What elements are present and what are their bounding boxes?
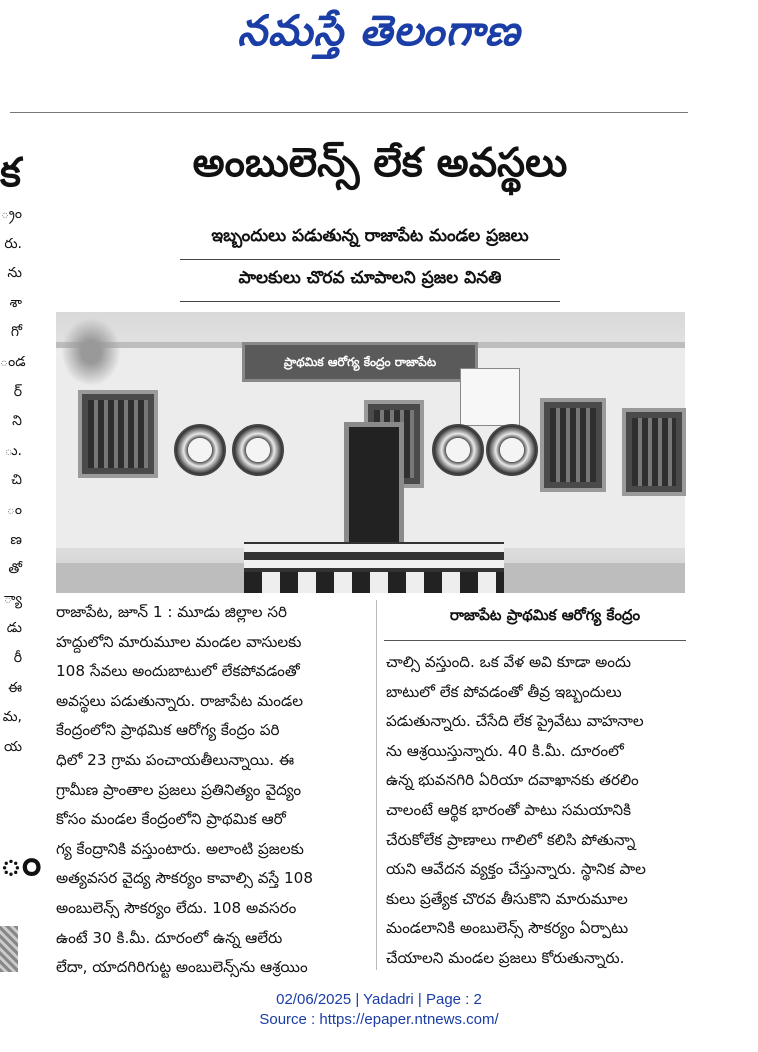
photo-tree [56, 312, 126, 392]
article-text-line: కులు ప్రత్యేక చొరవ తీసుకొని మారుమూల [386, 889, 628, 908]
article-text-line: చేయాలని మండల ప్రజలు కోరుతున్నారు. [386, 948, 625, 967]
article-text-line: ను ఆశ్రయిస్తున్నారు. 40 కి.మీ. దూరంలో [386, 741, 624, 760]
article-column-2 [386, 648, 686, 974]
photo-mural [174, 424, 226, 476]
left-strip-line: ్రం [0, 206, 22, 222]
left-strip-line: ం [6, 501, 22, 518]
footer [0, 990, 758, 1030]
subheading-rule [180, 301, 560, 302]
masthead: నమస్తే తెలంగాణ [237, 6, 521, 55]
left-strip-line: ర్ [13, 383, 22, 400]
left-strip-line: తో [8, 561, 22, 578]
left-strip-line: య [3, 738, 22, 755]
photo-window [622, 408, 686, 496]
left-strip-headline-fragment: క [0, 150, 21, 196]
photo-mural [432, 424, 484, 476]
subheading-1: ఇబ్బందులు పడుతున్న రాజాపేట మండల ప్రజలు [211, 226, 529, 246]
article-text-line: పడుతున్నారు. చేసేది లేక ప్రైవేటు వాహనాల [386, 712, 644, 731]
article-text-line: చాలంటే ఆర్థిక భారంతో పాటు సమయానికి [386, 800, 632, 819]
article-text-line: హద్దులోని మారుమూల మండల వాసులకు [56, 632, 302, 651]
article-text-line: మండలానికి అంబులెన్స్ సౌకర్యం ఏర్పాటు [386, 919, 629, 938]
left-strip-line: డు [6, 620, 22, 637]
left-strip-line: రీ [13, 649, 22, 666]
article-text-line: ధిలో 23 గ్రామ పంచాయతీలున్నాయి. ఈ [56, 750, 295, 769]
article-text-line: గ్రామీణ ప్రాంతాల ప్రజలు ప్రతినిత్యం వైద్యం [56, 780, 302, 799]
column-divider [376, 600, 377, 970]
left-strip-image-fragment [0, 926, 18, 972]
article-text-line: ఉంటే 30 కి.మీ. దూరంలో ఉన్న ఆలేరు [56, 928, 283, 947]
photo-window [540, 398, 606, 492]
left-strip-line: ు. [4, 442, 22, 459]
photo-checker-floor [244, 572, 504, 593]
article-text-line: అవస్థలు పడుతున్నారు. రాజాపేట మండల [56, 691, 303, 710]
footer-source: Source : https://epaper.ntnews.com/ [259, 1011, 499, 1028]
photo-poster [460, 368, 520, 426]
left-strip-line: శా [9, 294, 22, 311]
left-strip-line: రు. [4, 235, 22, 252]
article-column-1 [56, 598, 366, 983]
photo-mural [232, 424, 284, 476]
article-text-line: అంబులెన్స్ సౌకర్యం లేదు. 108 అవసరం [56, 898, 297, 917]
footer-date-edition: 02/06/2025 | Yadadri | Page : 2 [276, 991, 482, 1008]
left-strip-line: గో [10, 324, 22, 341]
left-strip-line: ండ [0, 353, 26, 370]
left-strip-line: చి [11, 472, 22, 489]
left-strip-big-fragment: ం [0, 840, 42, 884]
photo-door [344, 422, 404, 550]
photo-mural [486, 424, 538, 476]
article-text-line: గ్య కేంద్రానికి వస్తుంటారు. అలాంటి ప్రజలకు [56, 839, 304, 858]
article-text-line: అత్యవసర వైద్య సౌకర్యం కావాల్సి వస్తే 108 [56, 869, 314, 888]
left-strip-line: మ, [2, 709, 22, 726]
article-text-line: చాల్సి వస్తుంది. ఒక వేళ అవి కూడా అందు [386, 653, 631, 671]
article-photo [56, 312, 685, 593]
article-headline: అంబులెన్స్ లేక అవస్థలు [192, 140, 568, 186]
left-strip-line: ఈ [8, 679, 22, 696]
article-text-line: 108 సేవలు అందుబాటులో లేకపోవడంతో [56, 662, 300, 681]
photo-window [78, 390, 158, 478]
article-text-line: లేదా, యాదగిరిగుట్ట అంబులెన్స్‌ను ఆశ్రయిం [56, 958, 308, 977]
left-strip-line: ్యా [3, 590, 22, 607]
subheading-rule [180, 259, 560, 260]
subheading-2: పాలకులు చొరవ చూపాలని ప్రజల వినతి [238, 268, 502, 288]
left-strip-line: ణ [10, 531, 22, 548]
article-text-line: బాటులో లేక పోవడంతో తీవ్ర ఇబ్బందులు [386, 682, 622, 701]
left-strip-line: ని [12, 413, 22, 430]
caption-rule [384, 640, 686, 641]
photo-caption: రాజాపేట ప్రాథమిక ఆరోగ్య కేంద్రం [449, 606, 641, 624]
photo-signboard: ప్రాథమిక ఆరోగ్య కేంద్రం రాజాపేట [242, 342, 478, 382]
article-text-line: కేంద్రంలోని ప్రాథమిక ఆరోగ్య కేంద్రం పరి [56, 721, 280, 740]
article-text-line: కోసం మండల కేంద్రంలోని ప్రాథమిక ఆరో [56, 810, 286, 829]
article-text-line: యని ఆవేదన వ్యక్తం చేస్తున్నారు. స్థానిక పాల [386, 860, 646, 879]
left-strip-text [0, 200, 26, 760]
masthead-rule [10, 112, 688, 113]
article-text-line: ఉన్న భువనగిరి ఏరియా దవాఖానకు తరలిం [386, 771, 639, 790]
left-strip-line: ను [7, 265, 22, 282]
article-text-line: రాజాపేట, జూన్ 1 : మూడు జిల్లాల సరి [56, 603, 288, 621]
article-text-line: చేరుకోలేక ప్రాణాలు గాలిలో కలిసి పోతున్నా [386, 830, 636, 849]
